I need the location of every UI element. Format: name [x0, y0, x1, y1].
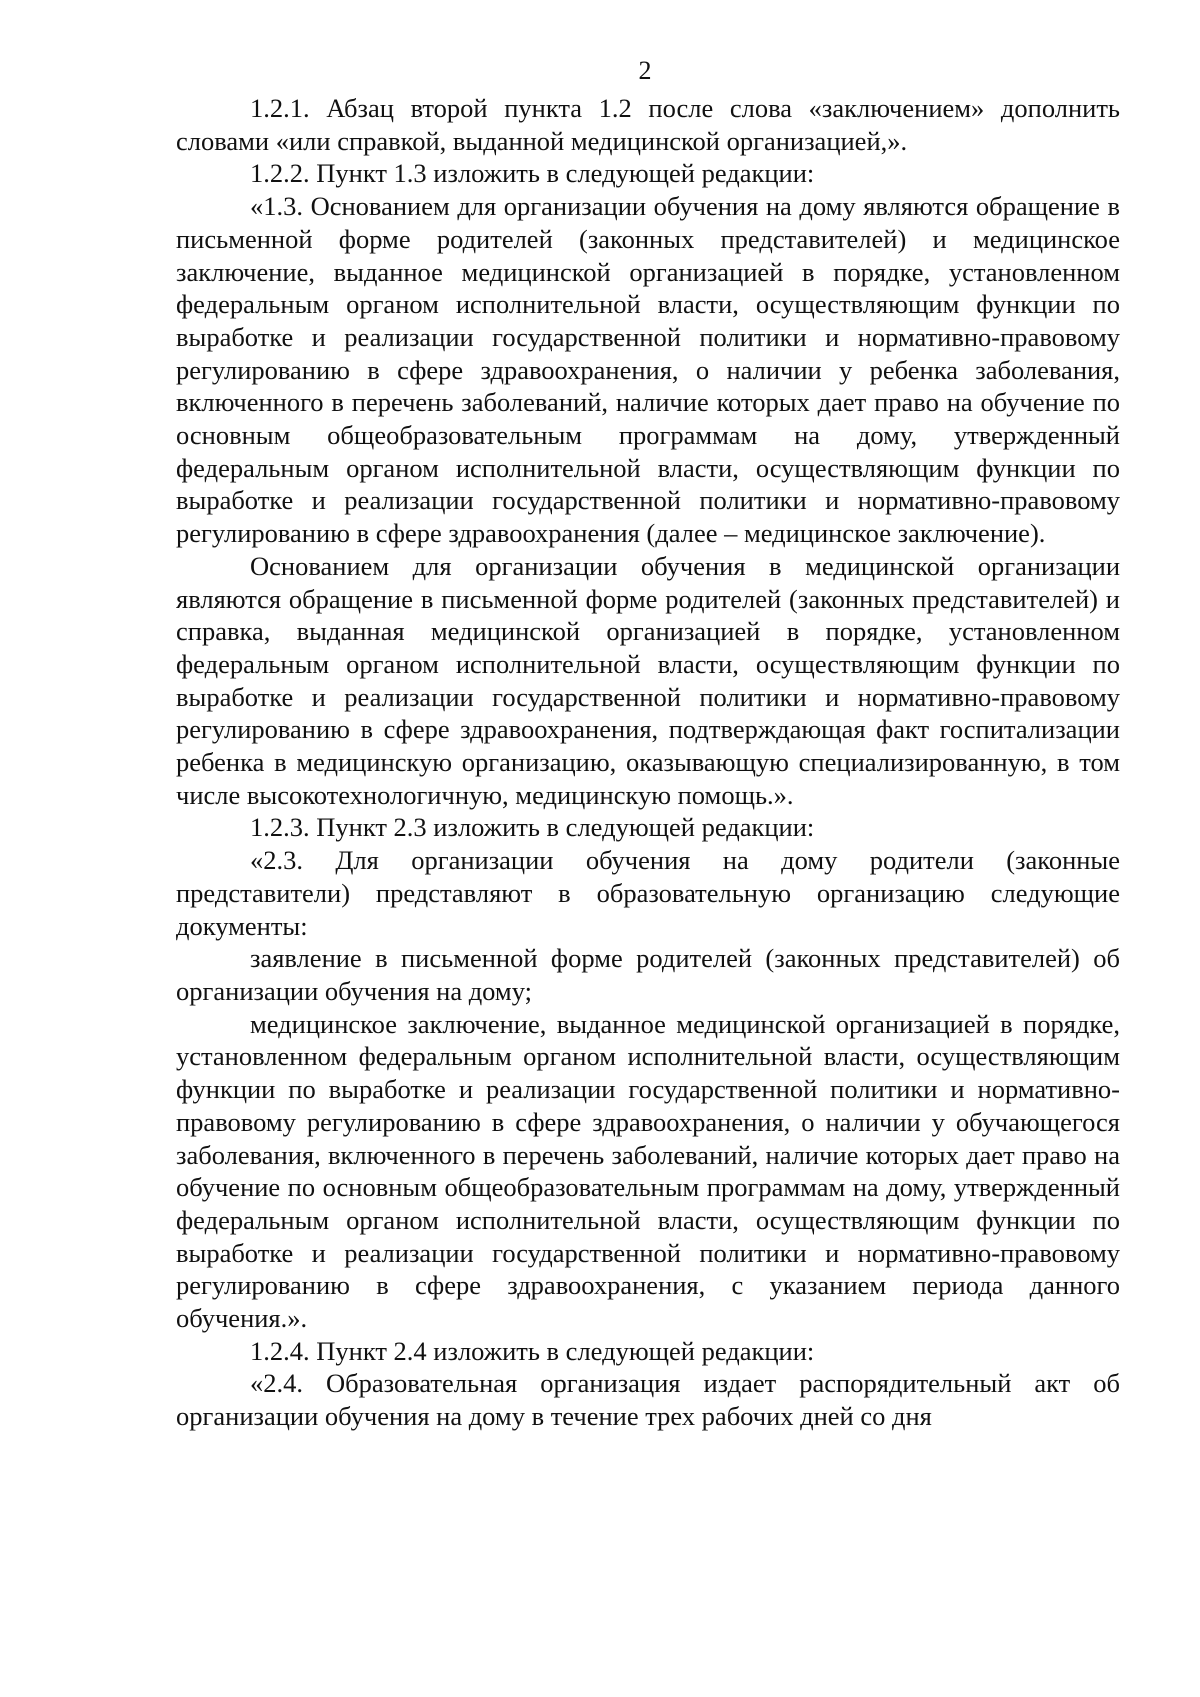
paragraph-1-2-1: 1.2.1. Абзац второй пункта 1.2 после слова «заключением» дополнить словами «или справкой, выданной медицинской организацией,». — [176, 93, 1120, 156]
paragraph-clause-2-3: «2.3. Для организации обучения на дому родители (законные представители) представляют в образовательную организацию следующие документы: — [176, 845, 1120, 941]
paragraph-clause-2-4: «2.4. Образовательная организация издает распорядительный акт об организации обучения на дому в течение трех рабочих дней со дня — [176, 1368, 1120, 1432]
paragraph-1-2-2: 1.2.2. Пункт 1.3 изложить в следующей редакции: — [250, 158, 815, 189]
paragraph-clause-1-3: «1.3. Основанием для организации обучения на дому являются обращение в письменной форме родителей (законных представителей) и медицинское заключение, выданное медицинской организацией в порядке, установленном федеральным органом исполнительной власти, осуществляющим функции по выработке и реализации государственной политики и нормативно-правовому регулированию в сфере здравоохранения, о наличии у ребенка заболевания, включенного в перечень заболеваний, наличие которых дает право на обучение по основным общеобразовательным программам на дому, утвержденный федеральным органом исполнительной власти, осуществляющим функции по выработке и реализации государственной политики и нормативно-правовому регулированию в сфере здравоохранения (далее – медицинское заключение). — [176, 191, 1120, 549]
paragraph-1-2-3: 1.2.3. Пункт 2.3 изложить в следующей редакции: — [250, 812, 815, 843]
paragraph-application: заявление в письменной форме родителей (законных представителей) об организации обучения на дому; — [176, 943, 1120, 1006]
paragraph-medical-conclusion: медицинское заключение, выданное медицинской организацией в порядке, установленном федеральным органом исполнительной власти, осуществляющим функции по выработке и реализации государственной политики и нормативно-правовому регулированию в сфере здравоохранения, о наличии у обучающегося заболевания, включенного в перечень заболеваний, наличие которых дает право на обучение по основным общеобразовательным программам на дому, утвержденный федеральным органом исполнительной власти, осуществляющим функции по выработке и реализации государственной политики и нормативно-правовому регулированию в сфере здравоохранения, с указанием периода данного обучения.». — [176, 1008, 1120, 1334]
page-number: 2 — [638, 56, 652, 85]
document-body — [176, 92, 1120, 1433]
paragraph-1-2-4: 1.2.4. Пункт 2.4 изложить в следующей редакции: — [250, 1335, 815, 1366]
paragraph-clause-1-3-part-2: Основанием для организации обучения в медицинской организации являются обращение в письменной форме родителей (законных представителей) и справка, выданная медицинской организацией в порядке, установленном федеральным органом исполнительной власти, осуществляющим функции по выработке и реализации государственной политики и нормативно-правовому регулированию в сфере здравоохранения, подтверждающая факт госпитализации ребенка в медицинскую организацию, оказывающую специализированную, в том числе высокотехнологичную, медицинскую помощь.». — [176, 550, 1120, 810]
